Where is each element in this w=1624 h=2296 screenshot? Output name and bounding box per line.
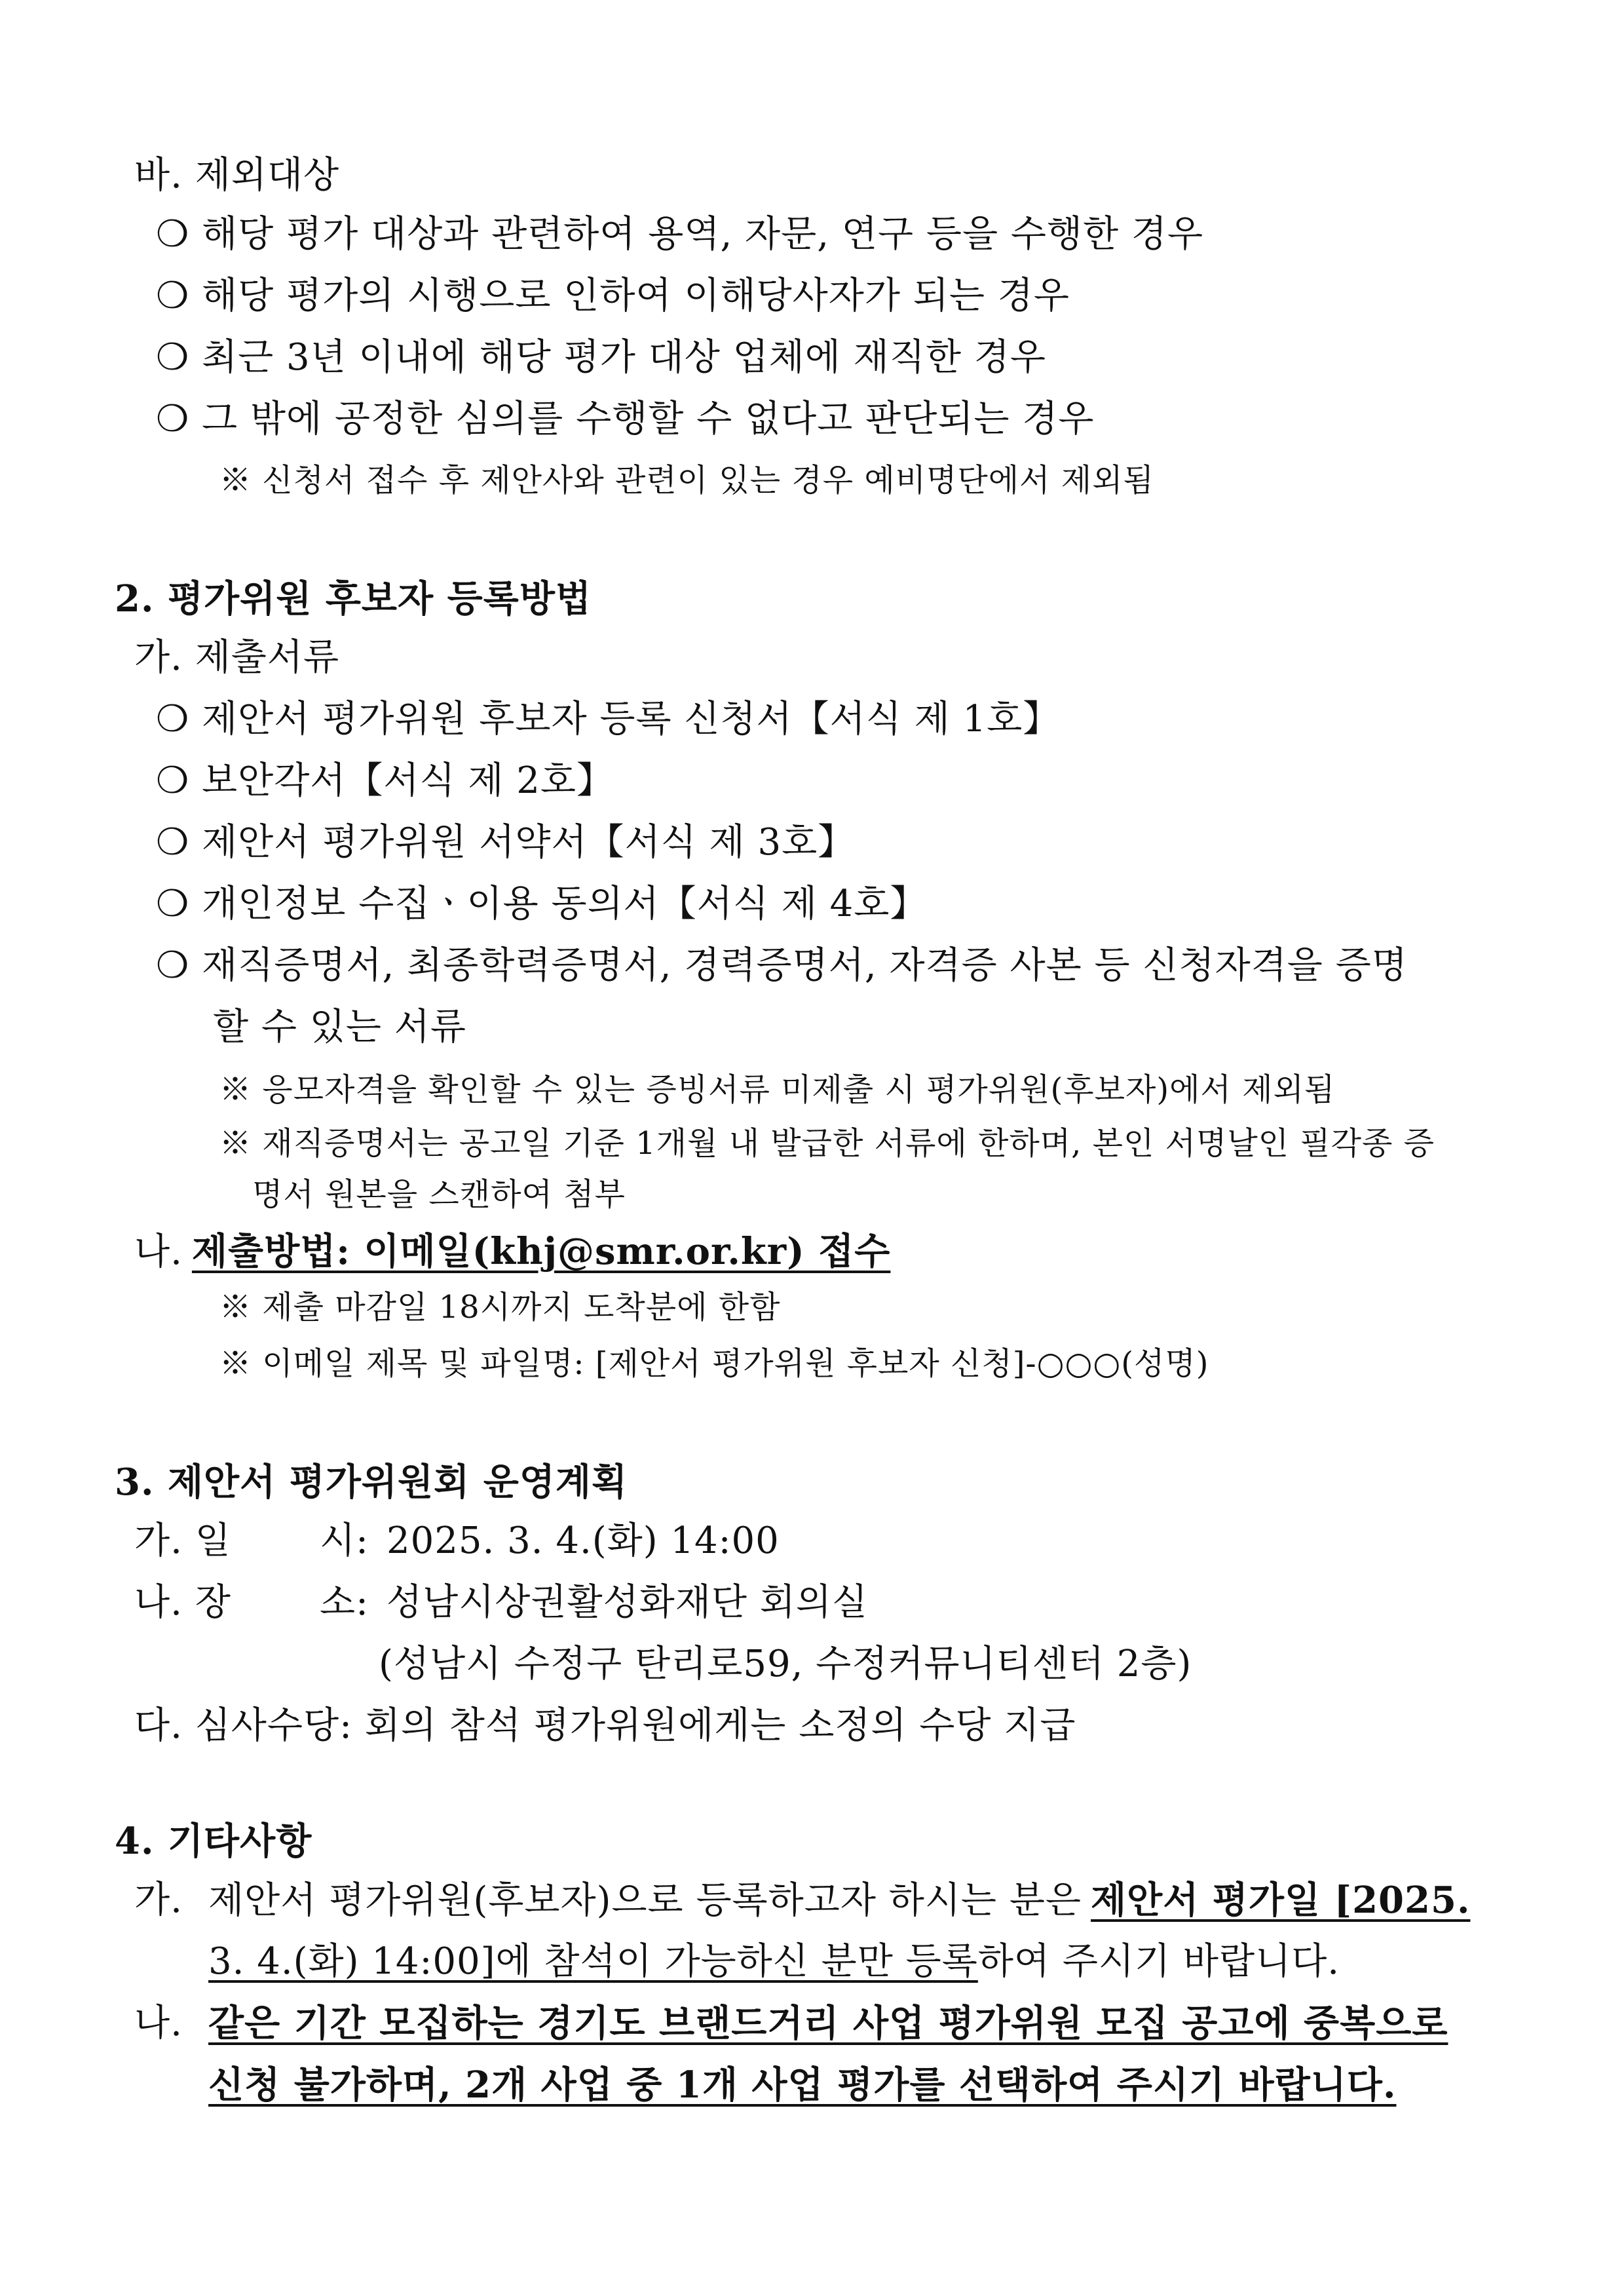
other-na-line-2: 신청 불가하며, 2개 사업 중 1개 사업 평가를 선택하여 주시기 바랍니다. <box>208 2063 1397 2107</box>
allowance-row: 다. 심사수당: 회의 참석 평가위원에게는 소정의 수당 지급 <box>134 1704 1076 1747</box>
other-ga-text-2: 하여 주시기 바랍니다. <box>977 1940 1340 1983</box>
section-3-title: 3. 제안서 평가위원회 운영계획 <box>115 1461 628 1504</box>
doc-note-2: ※ 재직증명서는 공고일 기준 1개월 내 발급한 서류에 한하며, 본인 서명날인 필각종 증 <box>219 1125 1435 1162</box>
exclusion-item-3: ❍ 최근 3년 이내에 해당 평가 대상 업체에 재직한 경우 <box>156 336 1046 379</box>
other-ga-prefix: 가. <box>134 1879 183 1921</box>
exclusion-note: ※ 신청서 접수 후 제안사와 관련이 있는 경우 예비명단에서 제외됨 <box>219 462 1154 499</box>
other-ga-line-2 <box>208 1936 1340 1988</box>
section-2-title: 2. 평가위원 후보자 등록방법 <box>115 577 592 621</box>
doc-item-3: ❍ 제안서 평가위원 서약서【서식 제 3호】 <box>156 821 856 864</box>
doc-note-1: ※ 응모자격을 확인할 수 있는 증빙서류 미제출 시 평가위원(후보자)에서 제외됨 <box>219 1071 1336 1108</box>
schedule-row <box>134 1515 231 1567</box>
section-4-title: 4. 기타사항 <box>115 1820 312 1863</box>
other-ga-line-1 <box>208 1874 1470 1927</box>
other-ga-text-1: 제안서 평가위원(후보자)으로 등록하고자 하시는 분은 <box>208 1879 1082 1922</box>
venue-label-2: 소: <box>320 1581 369 1624</box>
venue-address: (성남시 수정구 탄리로59, 수정커뮤니티센터 2층) <box>379 1643 1192 1685</box>
venue-prefix: 나. 장 <box>134 1581 231 1624</box>
other-na-line-1: 같은 기간 모집하는 경기도 브랜드거리 사업 평가위원 모집 공고에 중복으로 <box>208 2002 1448 2045</box>
schedule-value: 2025. 3. 4.(화) 14:00 <box>387 1520 780 1562</box>
other-ga-text-2-underlined: 3. 4.(화) 14:00]에 참석이 가능하신 분만 등록 <box>208 1940 978 1983</box>
doc-item-5: ❍ 재직증명서, 최종학력증명서, 경력증명서, 자격증 사본 등 신청자격을 증명 <box>156 944 1408 987</box>
other-na-prefix: 나. <box>134 2002 183 2044</box>
submission-method-text: 제출방법: 이메일(khj@smr.or.kr) 접수 <box>191 1230 891 1273</box>
doc-item-1: ❍ 제안서 평가위원 후보자 등록 신청서【서식 제 1호】 <box>156 698 1061 740</box>
doc-item-4: ❍ 개인정보 수집ㆍ이용 동의서【서식 제 4호】 <box>156 883 928 925</box>
exclusion-item-1: ❍ 해당 평가 대상과 관련하여 용역, 자문, 연구 등을 수행한 경우 <box>156 213 1204 256</box>
submission-method-prefix: 나. <box>134 1231 183 1273</box>
exclusion-item-2: ❍ 해당 평가의 시행으로 인하여 이해당사자가 되는 경우 <box>156 275 1070 317</box>
deadline-note: ※ 제출 마감일 18시까지 도착분에 한함 <box>219 1289 781 1326</box>
submission-docs-heading: 가. 제출서류 <box>134 636 340 679</box>
doc-item-2: ❍ 보안각서【서식 제 2호】 <box>156 759 614 802</box>
schedule-label-2: 시: <box>320 1520 369 1562</box>
submission-method-row <box>134 1225 890 1278</box>
venue-value: 성남시상권활성화재단 회의실 <box>387 1581 869 1624</box>
exclusion-item-4: ❍ 그 밖에 공정한 심의를 수행할 수 없다고 판단되는 경우 <box>156 398 1095 440</box>
other-ga-text-1-underlined: 제안서 평가일 [2025. <box>1091 1879 1471 1922</box>
doc-item-5-continued: 할 수 있는 서류 <box>213 1006 466 1048</box>
doc-note-2-continued: 명서 원본을 스캔하여 첨부 <box>252 1176 626 1213</box>
schedule-prefix: 가. 일 <box>134 1520 231 1562</box>
section-ba-heading: 바. 제외대상 <box>134 154 340 197</box>
email-subject-note: ※ 이메일 제목 및 파일명: [제안서 평가위원 후보자 신청]-○○○(성명) <box>219 1345 1209 1382</box>
